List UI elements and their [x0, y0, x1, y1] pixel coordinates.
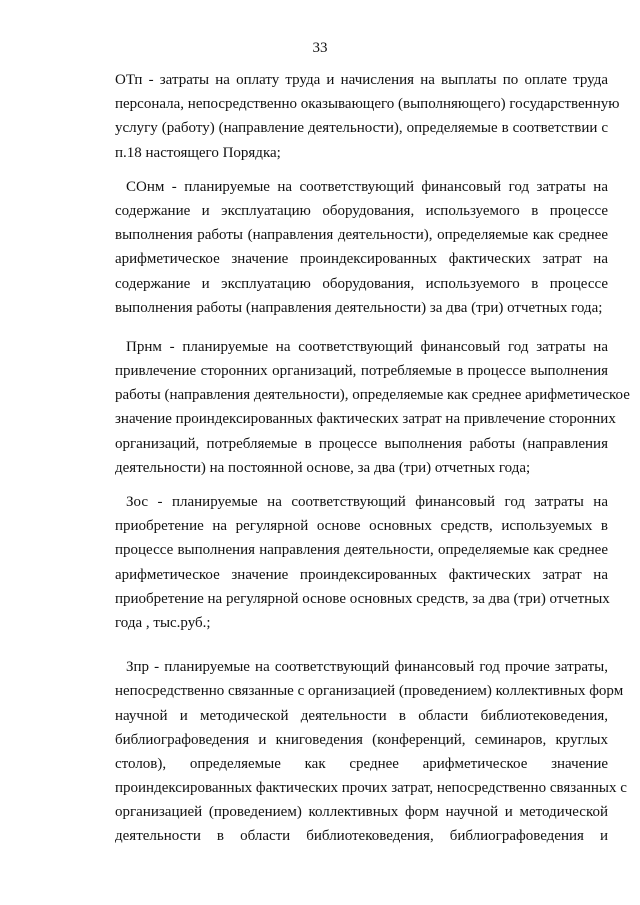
text-line: библиографоведения и книговедения (конференций, семинаров, круглых [115, 731, 608, 748]
paragraph-otp [115, 68, 620, 165]
text-line: года , тыс.руб.; [115, 614, 211, 631]
text-line: арифметическое значение проиндексированных фактических затрат на [115, 251, 608, 268]
text-line: проиндексированных фактических прочих затрат, непосредственно связанных с [115, 780, 627, 797]
text-line: деятельности в области библиотековедения, библиографоведения и [115, 828, 608, 845]
text-line: Зпр - планируемые на соответствующий финансовый год прочие затраты, [126, 659, 608, 676]
text-line: значение проиндексированных фактических затрат на привлечение сторонних [115, 411, 616, 428]
text-line: ОТп - затраты на оплату труда и начисления на выплаты по оплате труда [115, 72, 608, 88]
paragraph-zpr [115, 655, 627, 849]
text-line: непосредственно связанные с организацией (проведением) коллективных форм [115, 683, 624, 700]
text-line: организацией (проведением) коллективных форм научной и методической [115, 804, 608, 821]
text-line: выполнения работы (направления деятельности) за два (три) отчетных года; [115, 299, 603, 316]
text-line: процессе выполнения направления деятельности, определяемые как среднее [115, 542, 608, 559]
text-line: услугу (работу) (направление деятельности), определяемые в соответствии с [115, 120, 608, 137]
text-line: содержание и эксплуатацию оборудования, используемого в процессе [115, 202, 608, 219]
text-line: Прнм - планируемые на соответствующий финансовый год затраты на [126, 338, 608, 355]
document-body [115, 68, 630, 849]
text-line: выполнения работы (направления деятельности), определяемые как среднее [115, 227, 608, 244]
text-line: персонала, непосредственно оказывающего (выполняющего) государственную [115, 96, 620, 113]
paragraph-prnm [115, 335, 630, 480]
text-line: приобретение на регулярной основе основных средств, за два (три) отчетных [115, 590, 610, 607]
text-line: деятельности) на постоянной основе, за два (три) отчетных года; [115, 459, 531, 476]
paragraph-zos [115, 490, 608, 635]
text-line: привлечение сторонних организаций, потребляемые в процессе выполнения [115, 363, 608, 380]
text-line: столов), определяемые как среднее арифметическое значение [115, 755, 608, 772]
text-line: Зос - планируемые на соответствующий финансовый год затраты на [126, 494, 608, 510]
text-line: п.18 настоящего Порядка; [115, 144, 281, 161]
text-line: арифметическое значение проиндексированных фактических затрат на [115, 566, 608, 583]
text-line: научной и методической деятельности в области библиотековедения, [115, 707, 608, 724]
text-line: организаций, потребляемые в процессе выполнения работы (направления [115, 435, 608, 452]
paragraph-sonm [115, 175, 608, 320]
text-line: СОнм - планируемые на соответствующий финансовый год затраты на [126, 178, 608, 195]
page-number: 33 [312, 40, 328, 56]
text-line: работы (направления деятельности), определяемые как среднее арифметическое [115, 387, 630, 404]
text-line: приобретение на регулярной основе основных средств, используемых в [115, 518, 608, 535]
text-line: содержание и эксплуатацию оборудования, используемого в процессе [115, 275, 608, 292]
